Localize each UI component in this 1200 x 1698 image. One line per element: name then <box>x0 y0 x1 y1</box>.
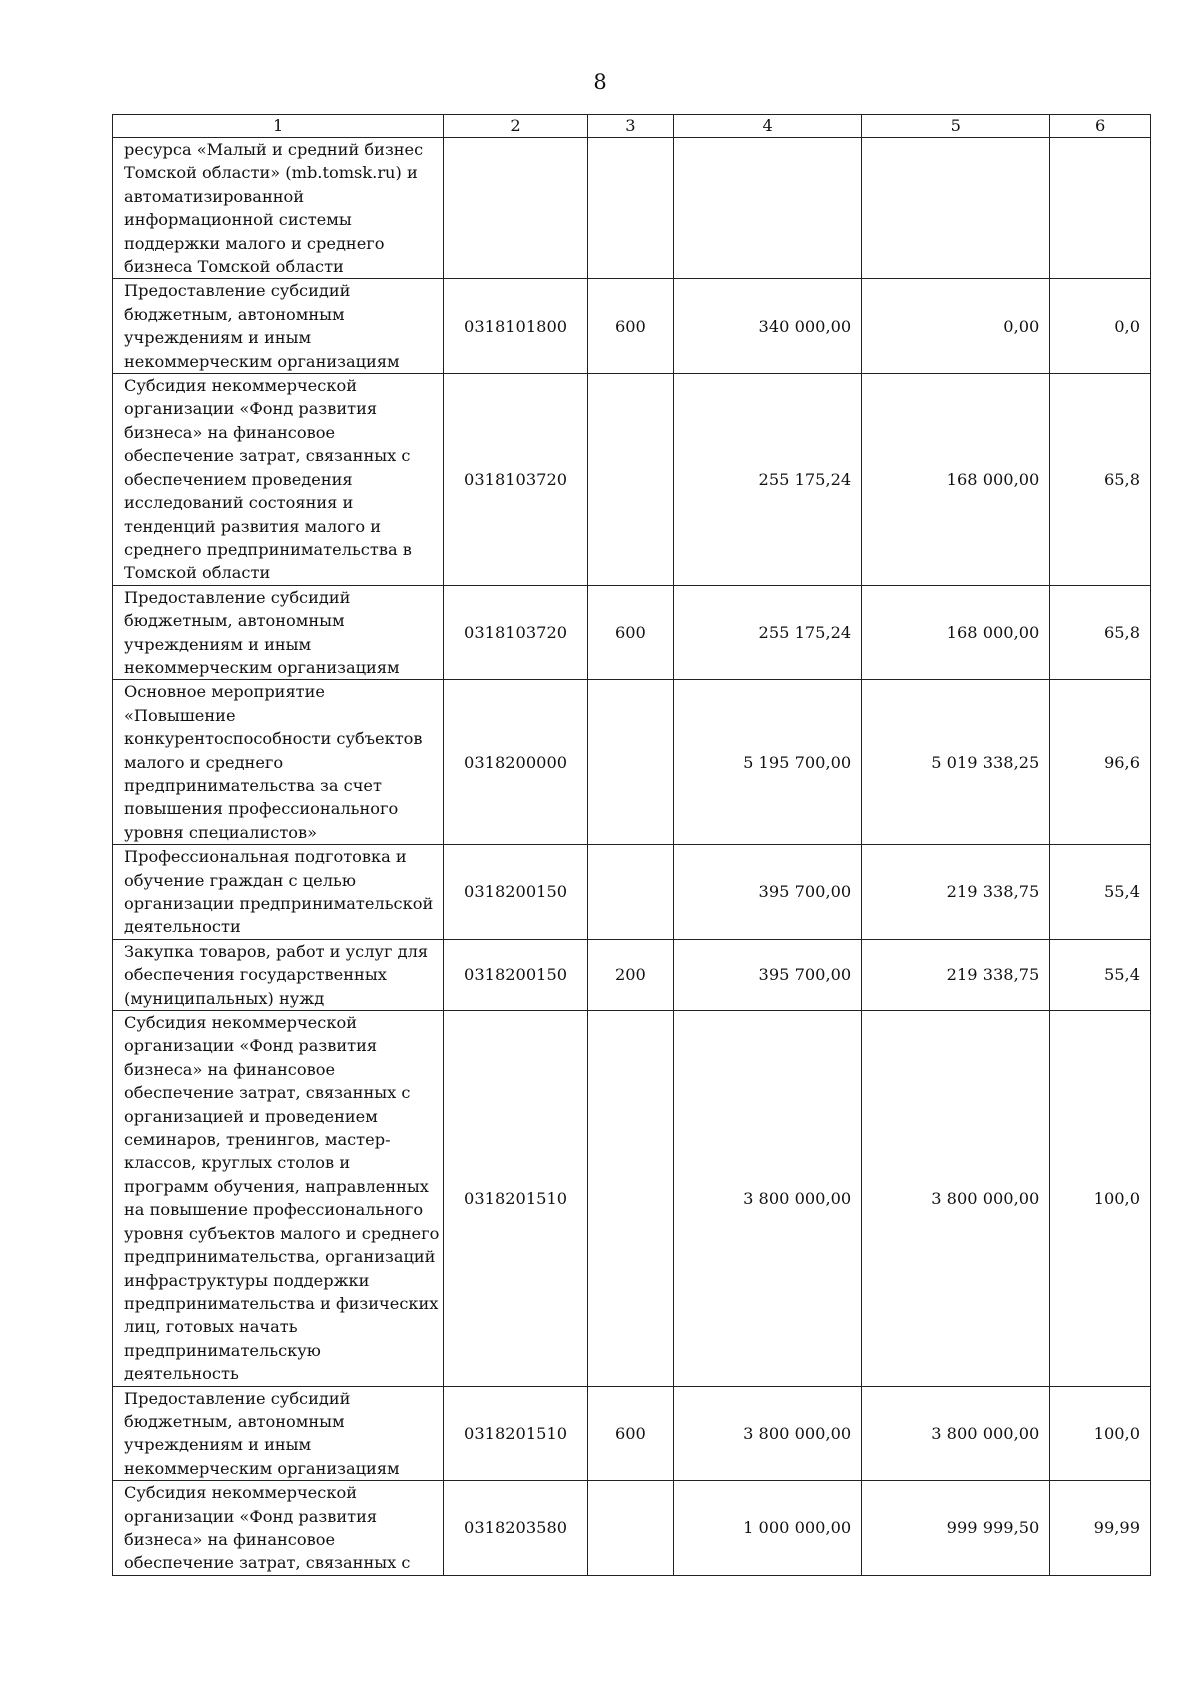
table-row <box>113 680 1151 845</box>
row-code: 0318201510 <box>444 1386 587 1481</box>
row-name: Предоставление субсидий бюджетным, автономным учреждениям и иным некоммерческим организациям <box>113 1386 444 1481</box>
row-fact: 219 338,75 <box>862 845 1050 940</box>
row-percent: 99,99 <box>1050 1481 1151 1576</box>
row-plan: 3 800 000,00 <box>674 1011 862 1387</box>
column-header: 5 <box>862 115 1050 138</box>
table-row <box>113 939 1151 1010</box>
row-percent: 0,0 <box>1050 279 1151 374</box>
row-plan: 255 175,24 <box>674 585 862 680</box>
row-fact: 168 000,00 <box>862 585 1050 680</box>
row-fact: 5 019 338,25 <box>862 680 1050 845</box>
row-type: 600 <box>587 279 673 374</box>
row-code: 0318101800 <box>444 279 587 374</box>
row-name: Закупка товаров, работ и услуг для обеспечения государственных (муниципальных) нужд <box>113 939 444 1010</box>
row-plan: 395 700,00 <box>674 939 862 1010</box>
row-type: 600 <box>587 1386 673 1481</box>
row-percent: 55,4 <box>1050 845 1151 940</box>
row-type <box>587 1011 673 1387</box>
row-code: 0318200000 <box>444 680 587 845</box>
row-fact: 0,00 <box>862 279 1050 374</box>
column-header: 3 <box>587 115 673 138</box>
table-row <box>113 279 1151 374</box>
column-header: 2 <box>444 115 587 138</box>
row-name: Субсидия некоммерческой организации «Фонд развития бизнеса» на финансовое обеспечение затрат, связанных с обеспечением проведения исследований состояния и тенденций развития малого и среднего предпринимательства в Томской области <box>113 374 444 586</box>
row-percent: 96,6 <box>1050 680 1151 845</box>
row-plan: 1 000 000,00 <box>674 1481 862 1576</box>
row-name: Субсидия некоммерческой организации «Фонд развития бизнеса» на финансовое обеспечение затрат, связанных с организацией и проведением семинаров, тренингов, мастер-классов, круглых столов и программ обучения, направленных на повышение профессионального уровня субъектов малого и среднего предпринимательства, организаций инфраструктуры поддержки предпринимательства и физических лиц, готовых начать предпринимательскую деятельность <box>113 1011 444 1387</box>
row-code: 0318103720 <box>444 374 587 586</box>
row-type: 200 <box>587 939 673 1010</box>
row-plan: 255 175,24 <box>674 374 862 586</box>
row-type <box>587 680 673 845</box>
row-name: Предоставление субсидий бюджетным, автономным учреждениям и иным некоммерческим организациям <box>113 585 444 680</box>
row-code <box>444 138 587 279</box>
row-plan: 5 195 700,00 <box>674 680 862 845</box>
row-percent: 100,0 <box>1050 1386 1151 1481</box>
row-name: Профессиональная подготовка и обучение граждан с целью организации предпринимательской деятельности <box>113 845 444 940</box>
row-fact: 3 800 000,00 <box>862 1011 1050 1387</box>
row-type <box>587 374 673 586</box>
row-code: 0318203580 <box>444 1481 587 1576</box>
row-name: Предоставление субсидий бюджетным, автономным учреждениям и иным некоммерческим организациям <box>113 279 444 374</box>
row-percent: 100,0 <box>1050 1011 1151 1387</box>
budget-execution-table <box>112 114 1151 1576</box>
row-name: Субсидия некоммерческой организации «Фонд развития бизнеса» на финансовое обеспечение затрат, связанных с <box>113 1481 444 1576</box>
row-fact: 219 338,75 <box>862 939 1050 1010</box>
table-row <box>113 585 1151 680</box>
table-header-row <box>113 115 1151 138</box>
row-plan: 3 800 000,00 <box>674 1386 862 1481</box>
column-header: 1 <box>113 115 444 138</box>
row-type <box>587 1481 673 1576</box>
row-code: 0318200150 <box>444 845 587 940</box>
table-row <box>113 845 1151 940</box>
column-header: 6 <box>1050 115 1151 138</box>
table-row <box>113 1481 1151 1576</box>
table-row <box>113 374 1151 586</box>
row-name: ресурса «Малый и средний бизнес Томской области» (mb.tomsk.ru) и автоматизированной информационной системы поддержки малого и среднего бизнеса Томской области <box>113 138 444 279</box>
row-fact: 999 999,50 <box>862 1481 1050 1576</box>
row-type <box>587 845 673 940</box>
row-code: 0318201510 <box>444 1011 587 1387</box>
row-plan <box>674 138 862 279</box>
table-row <box>113 138 1151 279</box>
row-percent: 55,4 <box>1050 939 1151 1010</box>
row-code: 0318200150 <box>444 939 587 1010</box>
row-percent: 65,8 <box>1050 374 1151 586</box>
row-fact: 3 800 000,00 <box>862 1386 1050 1481</box>
row-type <box>587 138 673 279</box>
row-fact: 168 000,00 <box>862 374 1050 586</box>
row-percent: 65,8 <box>1050 585 1151 680</box>
row-plan: 340 000,00 <box>674 279 862 374</box>
table-row <box>113 1386 1151 1481</box>
row-name: Основное мероприятие «Повышение конкурентоспособности субъектов малого и среднего предпринимательства за счет повышения профессионального уровня специалистов» <box>113 680 444 845</box>
row-plan: 395 700,00 <box>674 845 862 940</box>
row-fact <box>862 138 1050 279</box>
page-number: 8 <box>593 70 607 94</box>
row-code: 0318103720 <box>444 585 587 680</box>
row-type: 600 <box>587 585 673 680</box>
row-percent <box>1050 138 1151 279</box>
column-header: 4 <box>674 115 862 138</box>
table-row <box>113 1011 1151 1387</box>
